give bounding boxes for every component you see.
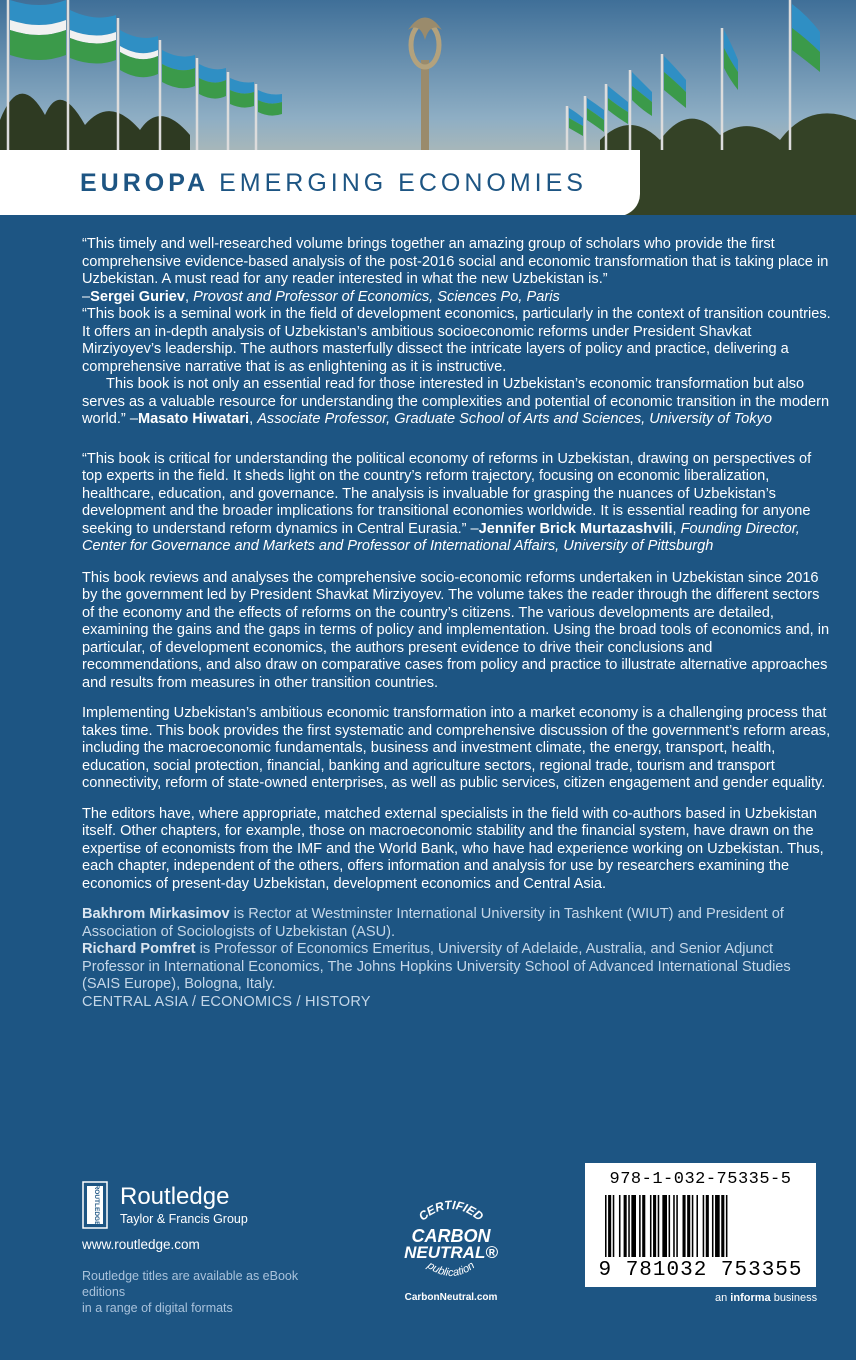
publisher-block — [82, 1181, 342, 1316]
barcode-bar — [669, 1195, 671, 1257]
description-paragraph: The editors have, where appropriate, matched external specialists in the field with co-authors based in Uzbekistan itself. Other chapters, for example, those on macroeconomic stability and the financial system, have drawn on the expertise of economists from the IMF and the World Bank, who have had experience working on Uzbekistan. Thus, each chapter, independent of the others, offers information and analysis for use by researchers examining the economics of present-day Uzbekistan, development economics and Central Asia. — [82, 805, 824, 892]
barcode-bar — [703, 1195, 705, 1257]
endorsement-2 — [82, 306, 832, 429]
isbn-barcode — [585, 1163, 816, 1287]
carbon-main-1: CARBON — [411, 1226, 491, 1246]
series-name-rest: EMERGING ECONOMIES — [219, 168, 587, 197]
barcode-bar — [642, 1195, 645, 1257]
barcode-bar — [628, 1195, 630, 1257]
informa-prefix: an — [715, 1292, 731, 1304]
endorsement-affiliation: Provost and Professor of Economics, Sciences Po, Paris — [193, 288, 560, 305]
barcode-bar — [619, 1195, 621, 1257]
barcode-bar — [696, 1195, 698, 1257]
isbn-bottom-text: 9 781032 753355 — [598, 1259, 803, 1282]
ebook-note — [82, 1268, 342, 1316]
informa-tagline — [715, 1292, 817, 1304]
endorsement-3: “This book is critical for understanding the political economy of reforms in Uzbekistan, drawing on perspectives of top experts in the field. It sheds light on the country’s reform trajectory, focusing on economic liberalization, healthcare, education, and governance. The analysis is invaluable for grasping the nuances of Uzbekistan’s development and the broader implications for transitional economies worldwide. It is essential reading for anyone seeking to understand reform dynamics in Central Eurasia.” –Jennifer Brick Murtazashvili, Founding Director, Center for Governance and Markets and Professor of International Affairs, University of Pittsburgh — [82, 450, 812, 554]
endorsement-author: Jennifer Brick Murtazashvili — [478, 520, 673, 537]
barcode-bars — [605, 1195, 796, 1257]
carbon-certified-text: CERTIFIED — [415, 1197, 487, 1224]
endorsement-quote-continued: This book is not only an essential read for those interested in Uzbekistan’s economic transformation but also serves as a valuable resource for understanding the complexities and potential of economic transition in the modern world.” –Masato Hiwatari, Associate Professor, Graduate School of Arts and Sciences, University of Tokyo — [82, 376, 830, 427]
barcode-bar — [683, 1195, 686, 1257]
barcode-bar — [715, 1195, 720, 1257]
barcode-bar — [650, 1195, 652, 1257]
description-paragraph: Implementing Uzbekistan’s ambitious economic transformation into a market economy is a challenging process that takes time. This book provides the first systematic and comprehensive discussion of the government’s reform areas, including the macroeconomic fundamentals, business and investment climate, the energy, transport, health, education, social protection, financial, banking and agriculture sectors, regional trade, tourism and transport connectivity, reform of state-owned enterprises, as well as public services, citizen engagement and gender equality. — [82, 705, 831, 791]
logo-vertical-text: ROUTLEDGE — [93, 1184, 100, 1226]
barcode-bar — [658, 1195, 660, 1257]
editor-bio-text: is Professor of Economics Emeritus, University of Adelaide, Australia, and Senior Adjunct Professor in International Economics, The Johns Hopkins University School of Advanced International Studies (SAIS Europe), Bologna, Italy. — [82, 941, 791, 992]
barcode-bar — [639, 1195, 641, 1257]
editor-bio-1 — [82, 906, 832, 941]
editor-bio-text: is Rector at Westminster International University in Tashkent (WIUT) and President of Association of Sociologists of Uzbekistan (ASU). — [82, 906, 784, 940]
barcode-bar — [662, 1195, 667, 1257]
endorsement-affiliation: Associate Professor, Graduate School of Arts and Sciences, University of Tokyo — [257, 411, 773, 427]
svg-text:CERTIFIED — [416, 1198, 486, 1224]
barcode-bar — [692, 1195, 694, 1257]
barcode-bar — [706, 1195, 709, 1257]
back-cover-text — [82, 236, 832, 1011]
cover-photo-banner — [0, 0, 856, 215]
barcode-bar — [613, 1195, 615, 1257]
barcode-bar — [673, 1195, 675, 1257]
ebook-note-line: in a range of digital formats — [82, 1301, 233, 1315]
book-description — [82, 570, 832, 894]
informa-brand: informa — [730, 1292, 771, 1304]
barcode-bar — [653, 1195, 656, 1257]
description-paragraph: This book reviews and analyses the comprehensive socio-economic reforms undertaken in Uzbekistan since 2016 by the government led by President Shavkat Mirziyoyev. The volume takes the reader through the different sectors of the economy and the effects of reforms on the country’s citizens. The various developments are detailed, examining the gains and the gaps in terms of policy and implementation. Using the broad tools of economics and, in particular, of development economics, the authors present evidence to drive their conclusions and recommendations, and also draw on comparative cases from policy and practice to illustrate alternative approaches and results from measures in other transition countries. — [82, 569, 830, 691]
carbon-neutral-logo — [396, 1190, 506, 1290]
barcode-bar — [605, 1195, 607, 1257]
barcode-bar — [721, 1195, 724, 1257]
carbon-neutral-badge — [396, 1190, 506, 1308]
endorsement-quote: “This book is a seminal work in the field of development economics, particularly in the context of transition countries. It offers an in-depth analysis of Uzbekistan’s ambitious socioeconomic reforms under President Shavkat Mirziyoyev’s leadership. The authors masterfully dissect the intricate layers of policy and practice, delivering a comprehensive narrative that is as enlightening as it is instructive. — [82, 306, 831, 375]
carbon-url[interactable]: CarbonNeutral.com — [404, 1292, 498, 1303]
routledge-mark-icon — [82, 1181, 108, 1229]
endorsement-author: Masato Hiwatari — [137, 411, 250, 427]
subject-category: CENTRAL ASIA / ECONOMICS / HISTORY — [82, 993, 371, 1010]
endorsement-1: “This timely and well-researched volume brings together an amazing group of scholars who provide the first comprehensive evidence-based analysis of the post-2016 social and economic transformation that is taking place in Uzbekistan. A must read for any reader interested in what the new Uzbekistan is.” –Sergei Guriev, Provost and Professor of Economics, Sciences Po, Paris — [82, 236, 829, 305]
endorsement-quote-2: This book is not only an essential read for those interested in Uzbekistan’s economic transformation but also serves as a valuable resource for understanding the complexities and potential of economic transition in the modern world.” – — [82, 376, 830, 427]
barcode-bar — [712, 1195, 714, 1257]
endorsement-quote: “This book is critical for understanding the political economy of reforms in Uzbekistan, drawing on perspectives of top experts in the field. It sheds light on the country’s reform trajectory, focusing on economic liberalization, healthcare, education, and governance. The analysis is invaluable for grasping the nuances of Uzbekistan’s development and the broader implications for transitional economies worldwide. It is essential reading for anyone seeking to understand reform dynamics in Central Eurasia.” – — [82, 450, 812, 537]
endorsement-quote: “This timely and well-researched volume brings together an amazing group of scholars who provide the first comprehensive evidence-based analysis of the post-2016 social and economic transformation that is taking place in Uzbekistan. A must read for any reader interested in what the new Uzbekistan is.” — [82, 236, 829, 287]
carbon-publication-text: publication — [425, 1259, 477, 1280]
barcode-bar — [631, 1195, 636, 1257]
barcode-bar — [687, 1195, 690, 1257]
publisher-website[interactable]: www.routledge.com — [82, 1237, 200, 1252]
isbn-top-text: 978-1-032-75335-5 — [609, 1170, 792, 1189]
informa-suffix: business — [770, 1292, 818, 1304]
publisher-name: Routledge — [120, 1183, 230, 1210]
barcode-bar — [608, 1195, 611, 1257]
barcode-bar — [624, 1195, 627, 1257]
editor-bio-2 — [82, 941, 832, 994]
series-title-tab — [0, 150, 640, 215]
endorsement-affiliation: Founding Director, Center for Governance and Markets and Professor of International Affairs, University of Pittsburgh — [82, 520, 800, 554]
editor-name: Richard Pomfret — [82, 941, 196, 957]
series-name-bold: EUROPA — [80, 168, 210, 197]
endorsement-dash: – — [82, 288, 91, 305]
endorsement-author: Sergei Guriev — [90, 288, 186, 305]
ebook-note-line: Routledge titles are available as eBook editions — [82, 1269, 299, 1299]
barcode-bar — [726, 1195, 728, 1257]
carbon-main-2: NEUTRAL® — [404, 1243, 498, 1262]
publisher-group: Taylor & Francis Group — [120, 1212, 248, 1226]
editor-name: Bakhrom Mirkasimov — [82, 906, 230, 922]
routledge-logo — [82, 1181, 342, 1229]
barcode-bar — [676, 1195, 678, 1257]
